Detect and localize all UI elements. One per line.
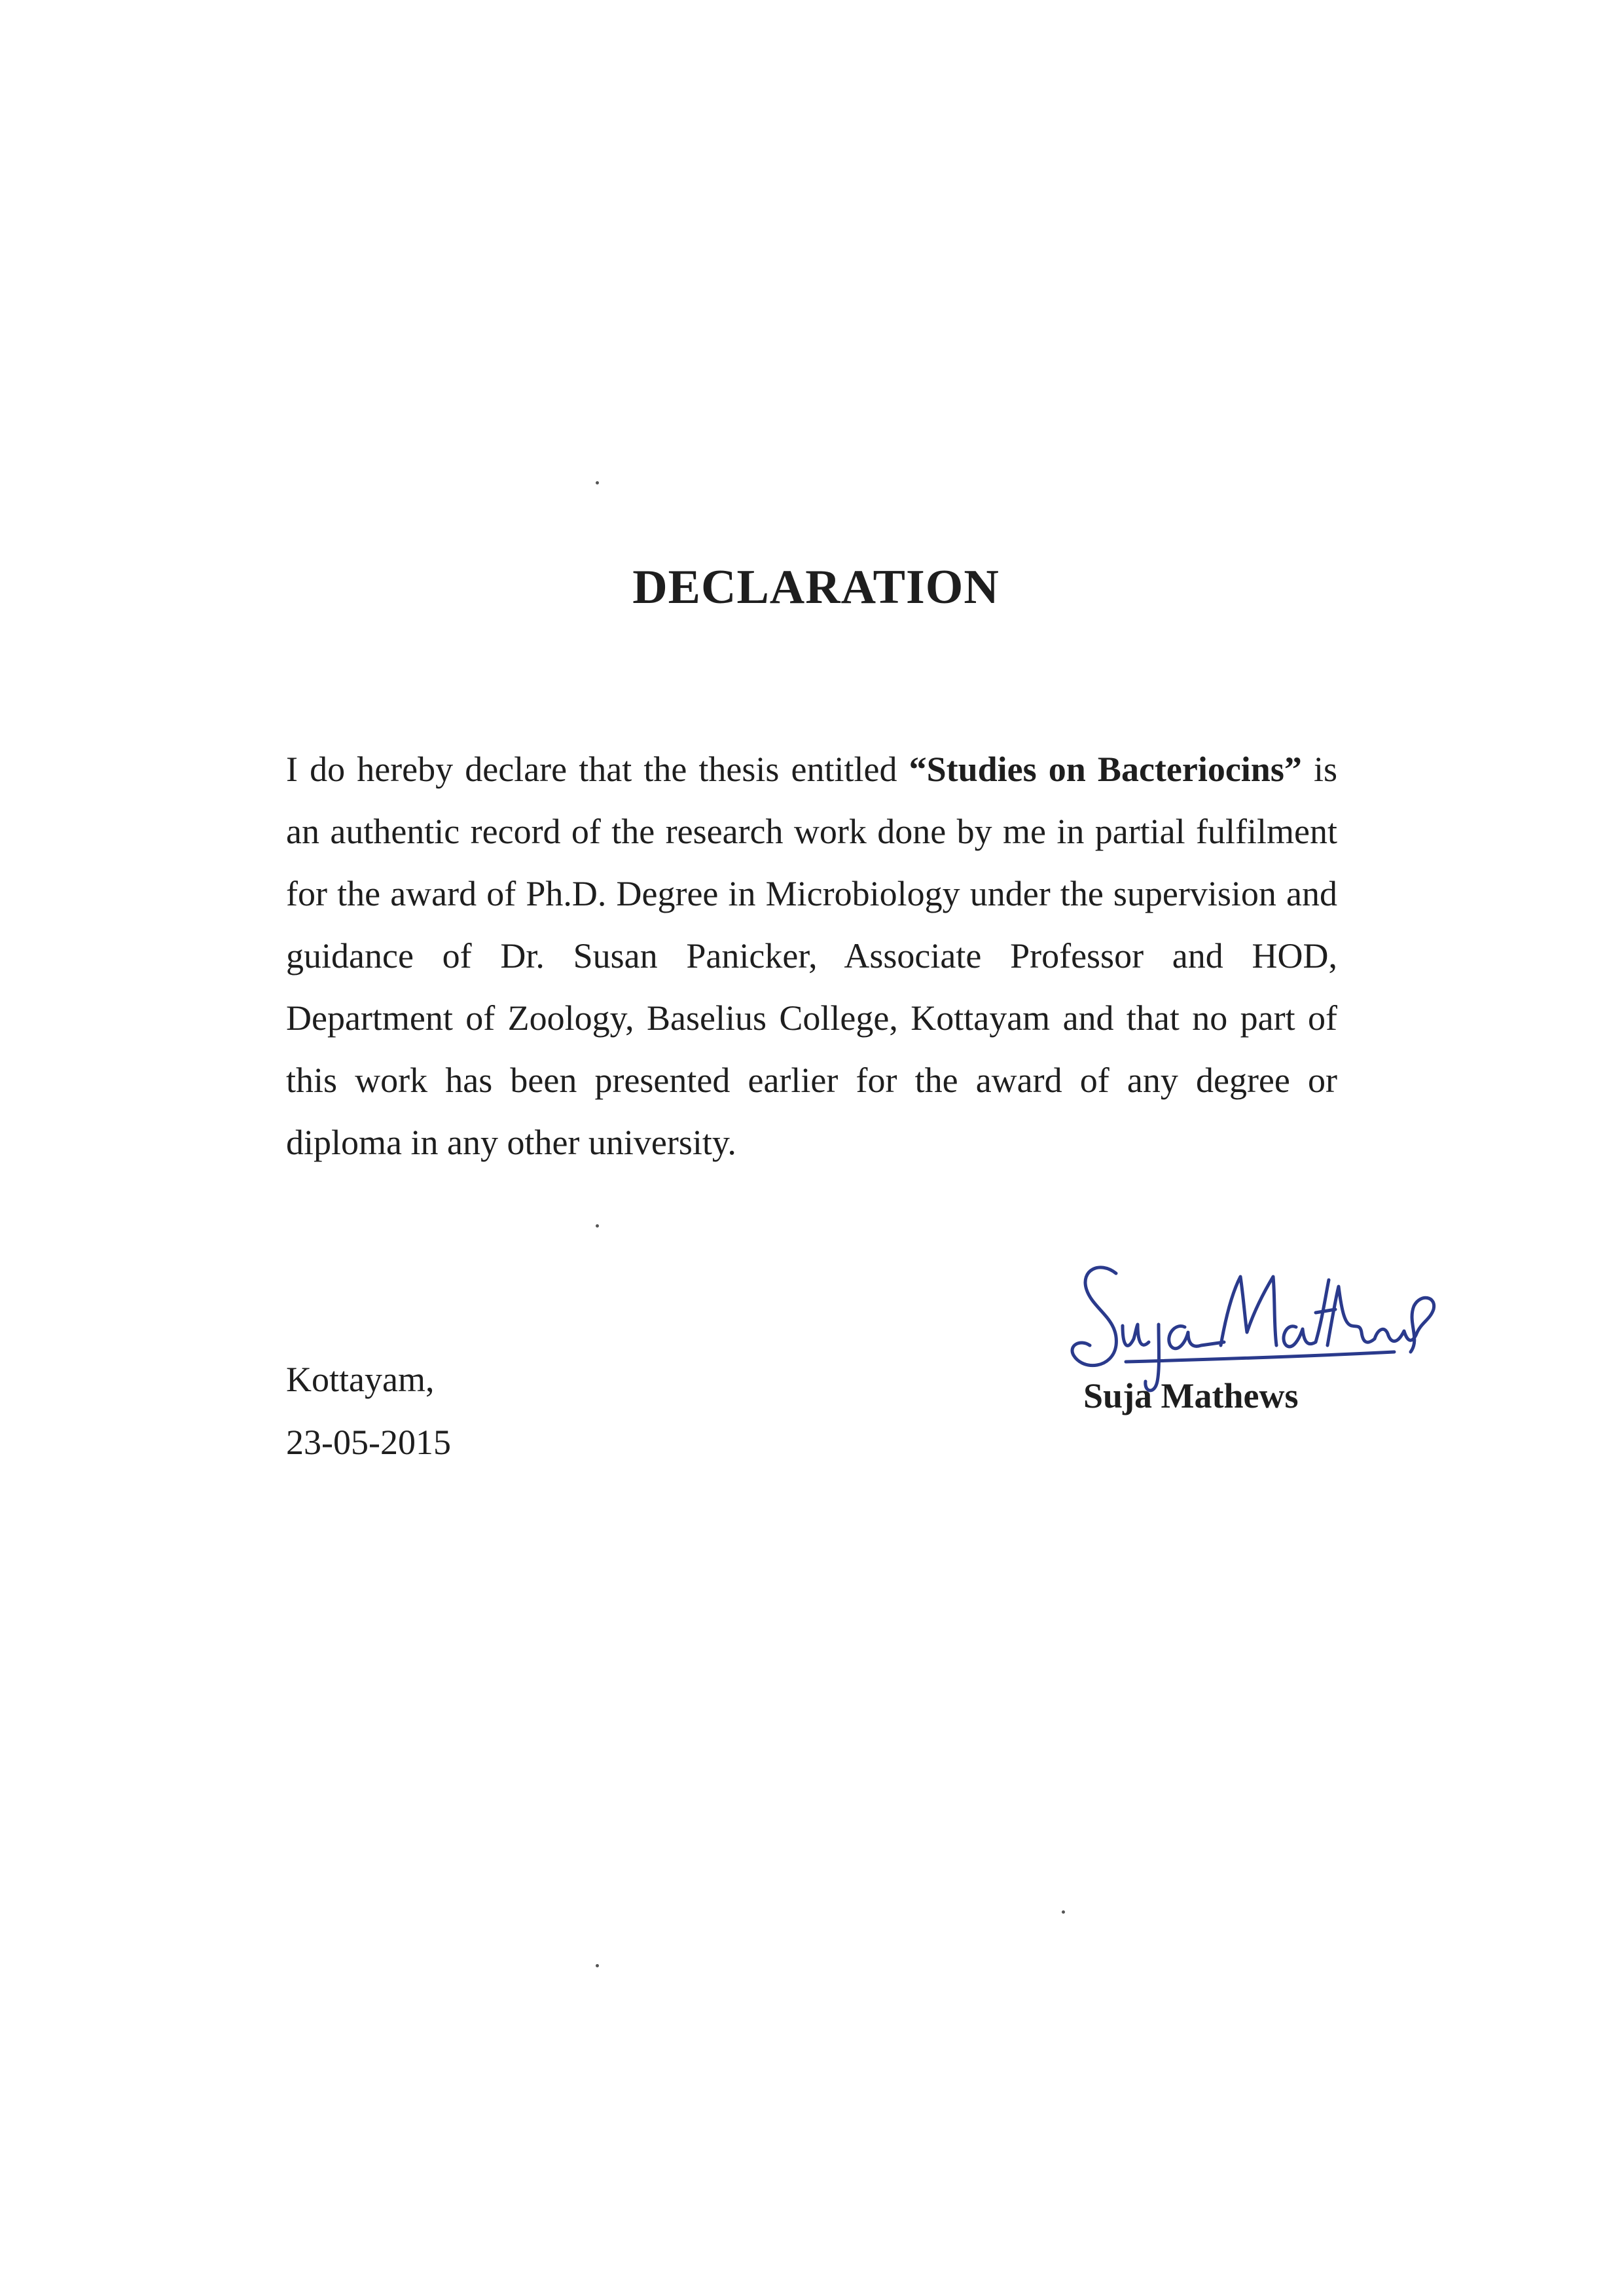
thesis-title: “Studies on Bacteriocins”	[909, 750, 1302, 789]
declaration-intro: I do hereby declare that the thesis entitled	[286, 750, 909, 789]
declaration-rest: is an authentic record of the research work done by me in partial fulfilment for the award of Ph.D. Degree in Microbiology under the supervision and guidance of Dr. Susan Panicker, Associate Professor and HOD, Department of Zoology, Baselius College, Kottayam and that no part of this work has been presented earlier for the award of any degree or diploma in any other university.	[286, 750, 1337, 1162]
signature-stroke-a	[1169, 1326, 1224, 1349]
place-label: Kottayam,	[286, 1360, 435, 1399]
signature-stroke-s	[1072, 1267, 1116, 1366]
date-label: 23-05-2015	[286, 1423, 451, 1462]
signer-name: Suja Mathews	[1083, 1376, 1299, 1415]
scan-speck	[596, 481, 599, 484]
scan-speck	[596, 1964, 599, 1967]
signature-stroke-m	[1221, 1277, 1276, 1345]
page-title-text: DECLARATION	[632, 560, 1000, 614]
handwritten-signature	[1054, 1247, 1447, 1398]
declaration-paragraph	[286, 738, 1337, 1174]
signature-stroke-athews	[1284, 1280, 1434, 1352]
scan-speck	[1062, 1910, 1065, 1914]
page-title	[0, 560, 1624, 614]
signature-underline	[1126, 1352, 1394, 1362]
signature-stroke-u	[1123, 1324, 1149, 1345]
scan-speck	[596, 1224, 599, 1228]
